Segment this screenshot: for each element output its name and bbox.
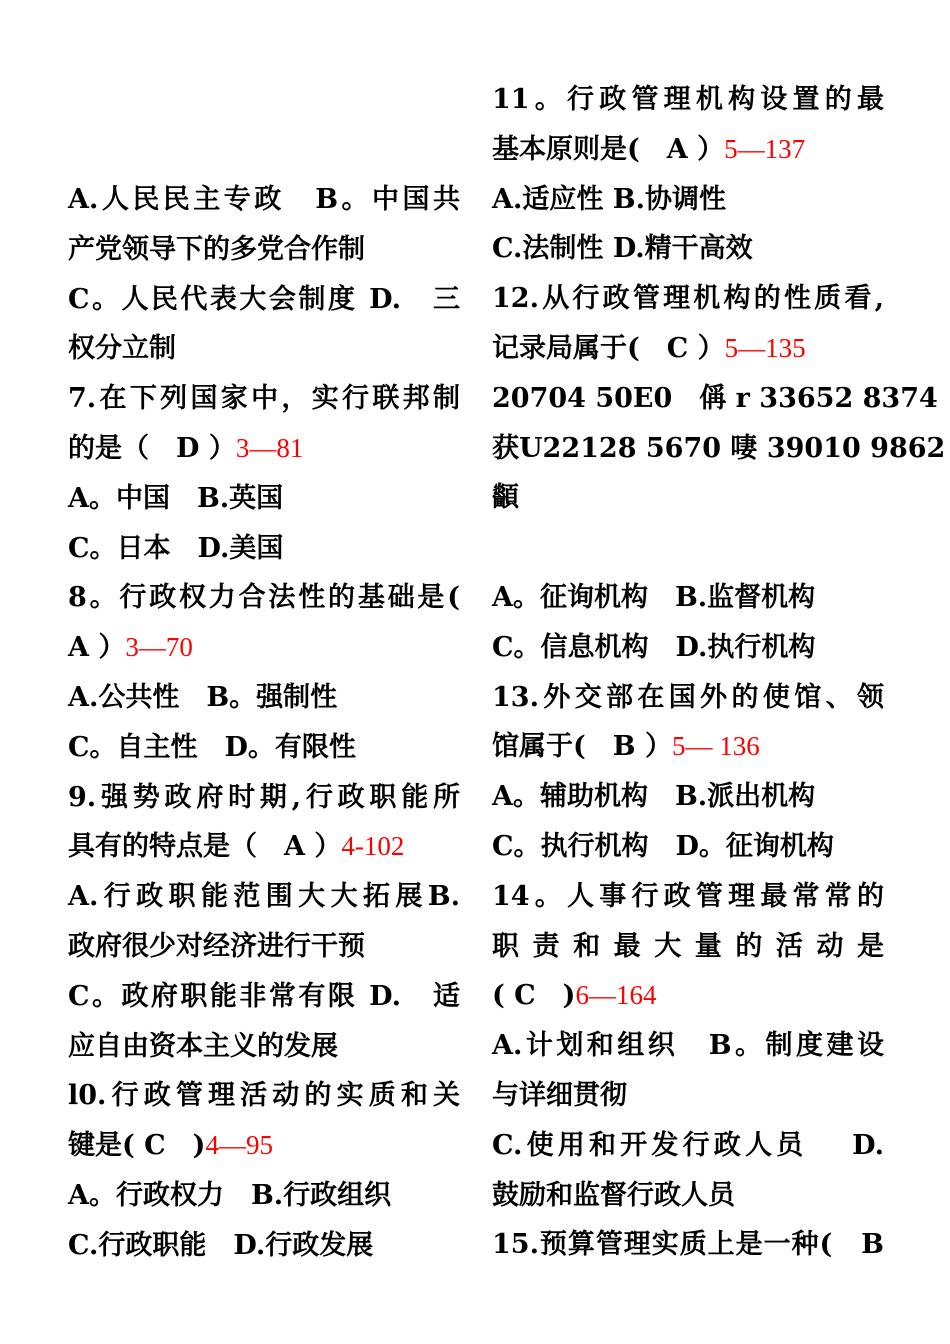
line-text: 7.在下列国家中，实行联邦制: [68, 383, 460, 415]
line-text: 键是( C ): [68, 1130, 206, 1162]
line-text: 政府很少对经济进行干预: [68, 930, 365, 962]
line-text: 9.强势政府时期,行政职能所: [68, 781, 460, 813]
right-text-line: [492, 971, 884, 1021]
line-text: A。辅助机构 B.派出机构: [492, 781, 816, 813]
line-text: 权分立制: [68, 333, 176, 365]
right-text-line: [492, 175, 884, 225]
left-text-line: [68, 1071, 460, 1121]
left-text-line: [68, 972, 460, 1022]
line-text: 与详细贯彻: [492, 1079, 627, 1111]
left-text-line: [68, 424, 460, 474]
right-text-line: [492, 673, 884, 723]
page-reference: 4-102: [341, 831, 405, 862]
line-text: A.人民民主专政 B。中国共: [68, 184, 460, 215]
line-text: C。日本 D.美国: [68, 532, 284, 564]
line-text: C。自主性 D。有限性: [68, 731, 356, 763]
left-text-line: [68, 872, 460, 922]
line-text: A ）: [68, 632, 126, 664]
line-text: 8。行政权力合法性的基础是(: [68, 582, 460, 614]
right-text-line: [492, 75, 884, 125]
line-text: 应自由资本主义的发展: [68, 1030, 338, 1062]
right-text-line: [492, 1121, 884, 1171]
right-text-line: [492, 473, 884, 523]
left-text-line: [68, 374, 460, 424]
right-text-line: [492, 722, 884, 772]
left-text-line: [68, 773, 460, 823]
line-text: 13.外交部在国外的使馆、领: [492, 681, 884, 713]
line-text: C.行政职能 D.行政发展: [68, 1229, 374, 1261]
right-text-line: [492, 274, 884, 324]
right-text-line: [492, 922, 884, 972]
line-text: 15.预算管理实质上是一种( B: [492, 1229, 884, 1261]
page-reference: 5— 136: [672, 731, 760, 762]
left-text-line: [68, 474, 460, 524]
left-text-line: [68, 673, 460, 723]
line-text: 14。人事行政管理最常常的: [492, 880, 884, 912]
right-text-line: [492, 623, 884, 673]
right-text-line: [492, 324, 884, 374]
left-text-line: [68, 573, 460, 623]
left-text-line: [68, 1121, 460, 1171]
page-reference: 5—137: [724, 133, 806, 164]
right-text-line: [492, 125, 884, 175]
line-text: C。信息机构 D.执行机构: [492, 631, 816, 663]
line-text: 职责和最大量的活动是: [492, 930, 884, 962]
right-text-line: [492, 1171, 884, 1221]
right-text-line: [492, 424, 946, 474]
line-text: 获U22128 5670 啛 39010 9862: [492, 432, 946, 464]
left-text-line: [68, 524, 460, 574]
line-text: 产党领导下的多党合作制: [68, 233, 365, 265]
right-text-line: [492, 772, 884, 822]
right-text-line: [492, 374, 938, 424]
line-text: C。政府职能非常有限 D. 适: [68, 980, 460, 1012]
page-reference: 4—95: [205, 1130, 273, 1161]
page-reference: 5—135: [724, 332, 806, 363]
left-text-line: [68, 723, 460, 773]
line-text: A.计划和组织 B。制度建设: [492, 1030, 884, 1062]
left-text-line: [68, 225, 460, 275]
left-text-line: [68, 1171, 460, 1221]
right-text-line: [492, 224, 884, 274]
right-text-line: [492, 523, 884, 573]
line-text: C。人民代表大会制度 D. 三: [68, 283, 460, 315]
line-text: A。行政权力 B.行政组织: [68, 1179, 392, 1211]
left-text-line: [68, 623, 460, 673]
left-text-line: [68, 1221, 460, 1271]
line-text: 12.从行政管理机构的性质看,: [492, 283, 884, 315]
left-text-line: [68, 1022, 460, 1072]
line-text: C.法制性 D.精干高效: [492, 233, 753, 265]
line-text: A。中国 B.英国: [68, 482, 284, 514]
line-text: 20704 50E0 偁 r 33652 8374: [492, 382, 938, 414]
left-text-line: [68, 275, 460, 325]
page-reference: 3—81: [235, 432, 304, 463]
line-text: 的是（ D ）: [68, 432, 236, 464]
line-text: 11。行政管理机构设置的最: [492, 84, 884, 115]
line-text: C。执行机构 D。征询机构: [492, 830, 834, 862]
right-text-line: [492, 822, 884, 872]
right-text-line: [492, 573, 884, 623]
line-text: ( C ): [492, 980, 576, 1012]
right-column: [492, 75, 946, 1270]
page-reference: 3—70: [125, 632, 193, 663]
line-text: C.使用和开发行政人员 D.: [492, 1129, 884, 1161]
line-text: 具有的特点是（ A ）: [68, 831, 342, 863]
line-text: 鼓励和监督行政人员: [492, 1179, 735, 1211]
line-text: A.适应性 B.协调性: [492, 183, 726, 215]
right-text-line: [492, 1021, 884, 1071]
line-text: 基本原则是( A ）: [492, 133, 725, 165]
right-text-line: [492, 1220, 884, 1270]
line-text: 顲: [492, 482, 519, 514]
left-text-line: [68, 175, 460, 225]
right-text-line: [492, 1071, 884, 1121]
line-text: A.行政职能范围大大拓展B.: [68, 881, 460, 913]
left-text-line: [68, 922, 460, 972]
left-text-line: [68, 324, 460, 374]
line-text: A。征询机构 B.监督机构: [492, 581, 816, 613]
page-reference: 6—164: [575, 980, 657, 1011]
line-text: 记录局属于( C ）: [492, 332, 725, 364]
right-text-line: [492, 872, 884, 922]
left-text-line: [68, 822, 460, 872]
line-text: l0.行政管理活动的实质和关: [68, 1080, 460, 1112]
left-column: [68, 175, 460, 1271]
line-text: A.公共性 B。强制性: [68, 681, 338, 713]
line-text: 馆属于( B ）: [492, 731, 672, 763]
